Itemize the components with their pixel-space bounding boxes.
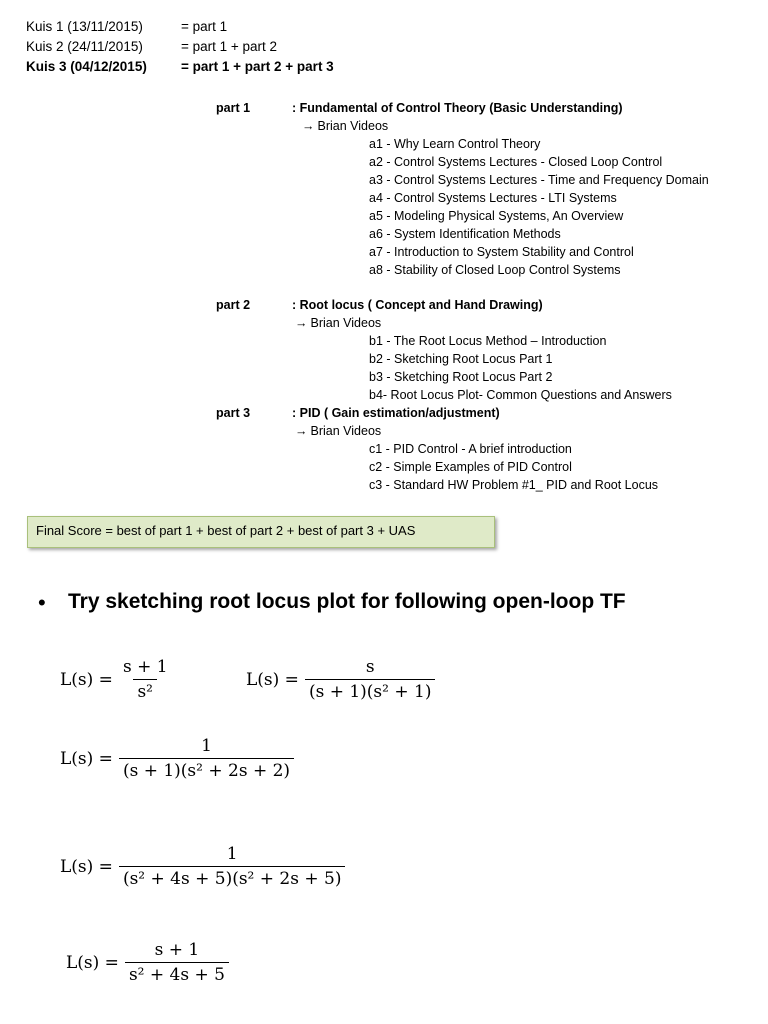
denominator: s² + 4s + 5 xyxy=(125,962,229,985)
transfer-function-2 xyxy=(246,657,435,702)
quiz-1-scope: = part 1 xyxy=(181,19,228,34)
fraction xyxy=(119,844,346,889)
video-source-label: Brian Videos xyxy=(317,119,389,133)
arrow-right-icon: → xyxy=(295,424,308,438)
video-item: a2 - Control Systems Lectures - Closed Loop Control xyxy=(369,155,663,169)
part-title: : Root locus ( Concept and Hand Drawing) xyxy=(292,298,543,312)
equation-lhs: L(s) = xyxy=(60,748,113,769)
video-item: b4- Root Locus Plot- Common Questions and Answers xyxy=(369,388,672,402)
equation-lhs: L(s) = xyxy=(60,669,113,690)
video-item: b2 - Sketching Root Locus Part 1 xyxy=(369,352,553,366)
final-score-text: Final Score = best of part 1 + best of part 2 + best of part 3 + UAS xyxy=(36,523,416,538)
quiz-2-label: Kuis 2 (24/11/2015) xyxy=(26,39,143,54)
quiz-2-scope: = part 1 + part 2 xyxy=(181,39,278,54)
arrow-right-icon: → xyxy=(295,316,308,330)
video-source-label: Brian Videos xyxy=(310,316,382,330)
quiz-1-label: Kuis 1 (13/11/2015) xyxy=(26,19,143,34)
video-item: c1 - PID Control - A brief introduction xyxy=(369,442,572,456)
exercise-heading: Try sketching root locus plot for following open-loop TF xyxy=(68,590,626,613)
transfer-function-1 xyxy=(60,657,172,702)
denominator: s² xyxy=(133,679,157,702)
numerator: s + 1 xyxy=(122,657,168,677)
transfer-function-3 xyxy=(60,736,294,781)
fraction xyxy=(119,657,172,702)
transfer-function-5 xyxy=(66,940,229,985)
bullet-icon: • xyxy=(38,590,46,615)
numerator: s xyxy=(365,657,375,677)
video-item: a1 - Why Learn Control Theory xyxy=(369,137,541,151)
quiz-3-label: Kuis 3 (04/12/2015) xyxy=(26,59,147,74)
transfer-function-4 xyxy=(60,844,345,889)
arrow-right-icon: → xyxy=(302,119,315,133)
final-score-box xyxy=(27,516,495,548)
video-item: a5 - Modeling Physical Systems, An Overview xyxy=(369,209,624,223)
video-item: c3 - Standard HW Problem #1_ PID and Root Locus xyxy=(369,478,659,492)
denominator: (s² + 4s + 5)(s² + 2s + 5) xyxy=(119,866,346,889)
fraction xyxy=(305,657,436,702)
video-item: b3 - Sketching Root Locus Part 2 xyxy=(369,370,553,384)
part-label: part 1 xyxy=(216,101,251,115)
video-item: a8 - Stability of Closed Loop Control Systems xyxy=(369,263,621,277)
numerator: 1 xyxy=(201,736,212,756)
part-label: part 3 xyxy=(216,406,251,420)
video-source-label: Brian Videos xyxy=(310,424,382,438)
fraction xyxy=(125,940,229,985)
quiz-3-scope: = part 1 + part 2 + part 3 xyxy=(181,59,334,74)
part-title: : PID ( Gain estimation/adjustment) xyxy=(292,406,500,420)
denominator: (s + 1)(s² + 2s + 2) xyxy=(119,758,294,781)
video-source xyxy=(295,314,381,332)
fraction xyxy=(119,736,294,781)
video-item: b1 - The Root Locus Method – Introduction xyxy=(369,334,607,348)
video-source xyxy=(295,422,381,440)
equation-lhs: L(s) = xyxy=(60,856,113,877)
part-title: : Fundamental of Control Theory (Basic Understanding) xyxy=(292,101,623,115)
equation-lhs: L(s) = xyxy=(66,952,119,973)
video-source xyxy=(302,117,388,135)
part-label: part 2 xyxy=(216,298,251,312)
equation-lhs: L(s) = xyxy=(246,669,299,690)
numerator: 1 xyxy=(226,844,238,864)
video-item: a6 - System Identification Methods xyxy=(369,227,561,241)
video-item: c2 - Simple Examples of PID Control xyxy=(369,460,572,474)
video-item: a4 - Control Systems Lectures - LTI Systems xyxy=(369,191,617,205)
video-item: a7 - Introduction to System Stability and Control xyxy=(369,245,634,259)
numerator: s + 1 xyxy=(154,940,200,960)
denominator: (s + 1)(s² + 1) xyxy=(305,679,436,702)
video-item: a3 - Control Systems Lectures - Time and Frequency Domain xyxy=(369,173,709,187)
